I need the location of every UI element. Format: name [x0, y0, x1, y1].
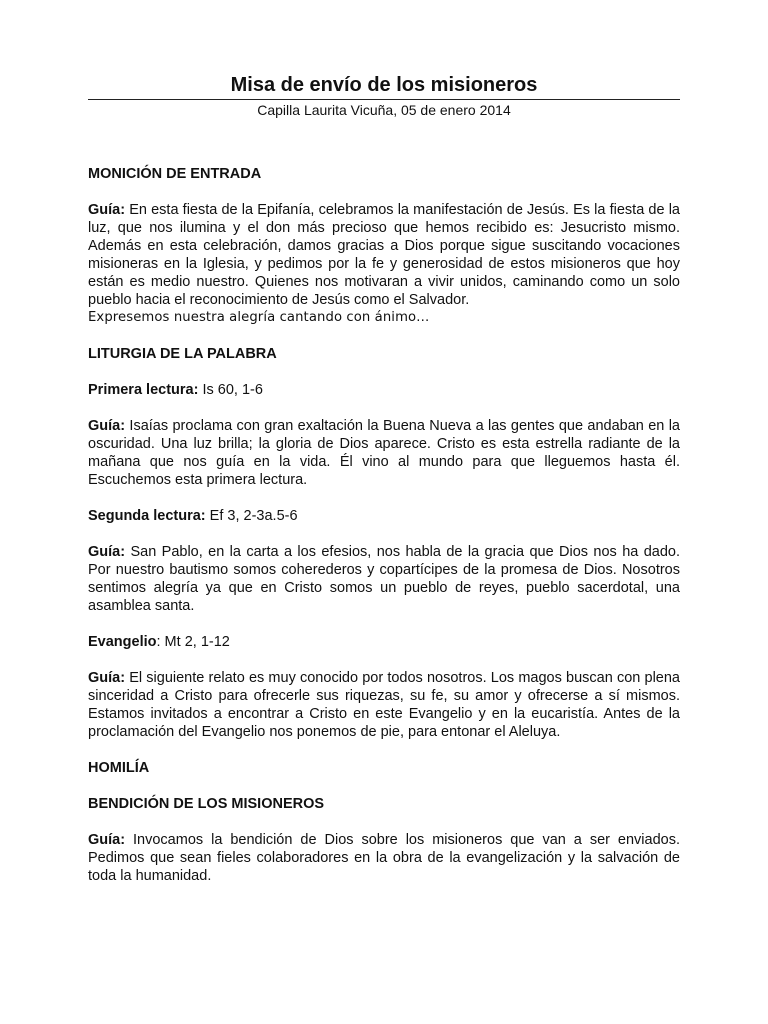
- primera-guia-paragraph: [88, 417, 680, 489]
- guia-label: Guía:: [88, 670, 126, 686]
- bendicion-guia-paragraph: [88, 831, 680, 885]
- guia-label: Guía:: [88, 544, 126, 560]
- section-heading-liturgia: LITURGIA DE LA PALABRA: [88, 346, 277, 362]
- guia-label: Guía:: [88, 202, 126, 218]
- segunda-guia-paragraph: [88, 543, 680, 615]
- document-subtitle: Capilla Laurita Vicuña, 05 de enero 2014: [257, 102, 511, 118]
- evangelio-ref: : Mt 2, 1-12: [156, 634, 230, 650]
- guia-label: Guía:: [88, 832, 126, 848]
- section-heading-monicion: MONICIÓN DE ENTRADA: [88, 166, 262, 182]
- evangelio-label: Evangelio: [88, 634, 157, 650]
- guia-text: San Pablo, en la carta a los efesios, nos habla de la gracia que Dios nos ha dado. Por nuestro bautismo somos coherederos y copartícipes de la promesa de Dios. Nosotros sentimos alegría ya que en Cristo somos un pueblo de reyes, pueblo sacerdotal, una asamblea santa.: [88, 544, 680, 614]
- evangelio-guia-paragraph: [88, 669, 680, 741]
- title-divider: [88, 99, 680, 100]
- guia-label: Guía:: [88, 418, 126, 434]
- section-heading-homilia: HOMILÍA: [88, 760, 150, 776]
- primera-lectura-ref: Is 60, 1-6: [198, 382, 263, 398]
- primera-lectura-label: Primera lectura:: [88, 382, 199, 398]
- section-heading-bendicion: BENDICIÓN DE LOS MISIONEROS: [88, 796, 325, 812]
- segunda-lectura-label: Segunda lectura:: [88, 508, 206, 524]
- guia-text: En esta fiesta de la Epifanía, celebramos la manifestación de Jesús. Es la fiesta de la luz, que nos ilumina y el don más precioso que hemos recibido es: Jesucristo mismo. Además en esta celebración, damos gracias a Dios porque sigue suscitando vocaciones misioneras en la Iglesia, y pedimos por la fe y generosidad de estos misioneros que hoy están es medio nuestro. Quienes nos motivaran a vivir unidos, caminando como un solo pueblo hacia el reconocimiento de Jesús como el Salvador.: [88, 202, 680, 308]
- document-title: Misa de envío de los misioneros: [230, 74, 538, 96]
- guia-text: El siguiente relato es muy conocido por todos nosotros. Los magos buscan con plena sinceridad a Cristo para ofrecerle sus riquezas, su fe, su amor y ofrecerse a sí mismos. Estamos invitados a encontrar a Cristo en este Evangelio y en la eucaristía. Antes de la proclamación del Evangelio nos ponemos de pie, para entonar el Aleluya.: [88, 670, 680, 740]
- evangelio-line: [88, 633, 680, 651]
- segunda-lectura-line: [88, 507, 680, 525]
- monicion-guia-paragraph: [88, 201, 680, 327]
- guia-text: Isaías proclama con gran exaltación la Buena Nueva a las gentes que andaban en la oscuridad. Una luz brilla; la gloria de Dios aparece. Cristo es esta estrella radiante de la mañana que nos guía en la vida. Él vino al mundo para que lleguemos hasta él. Escuchemos esta primera lectura.: [88, 418, 680, 488]
- segunda-lectura-ref: Ef 3, 2-3a.5-6: [205, 508, 298, 524]
- primera-lectura-line: [88, 381, 680, 399]
- document-page: [88, 0, 680, 885]
- monicion-closing-line: Expresemos nuestra alegría cantando con ánimo…: [88, 310, 430, 325]
- guia-text: Invocamos la bendición de Dios sobre los misioneros que van a ser enviados. Pedimos que sean fieles colaboradores en la obra de la evangelización y la salvación de toda la humanidad.: [88, 832, 680, 884]
